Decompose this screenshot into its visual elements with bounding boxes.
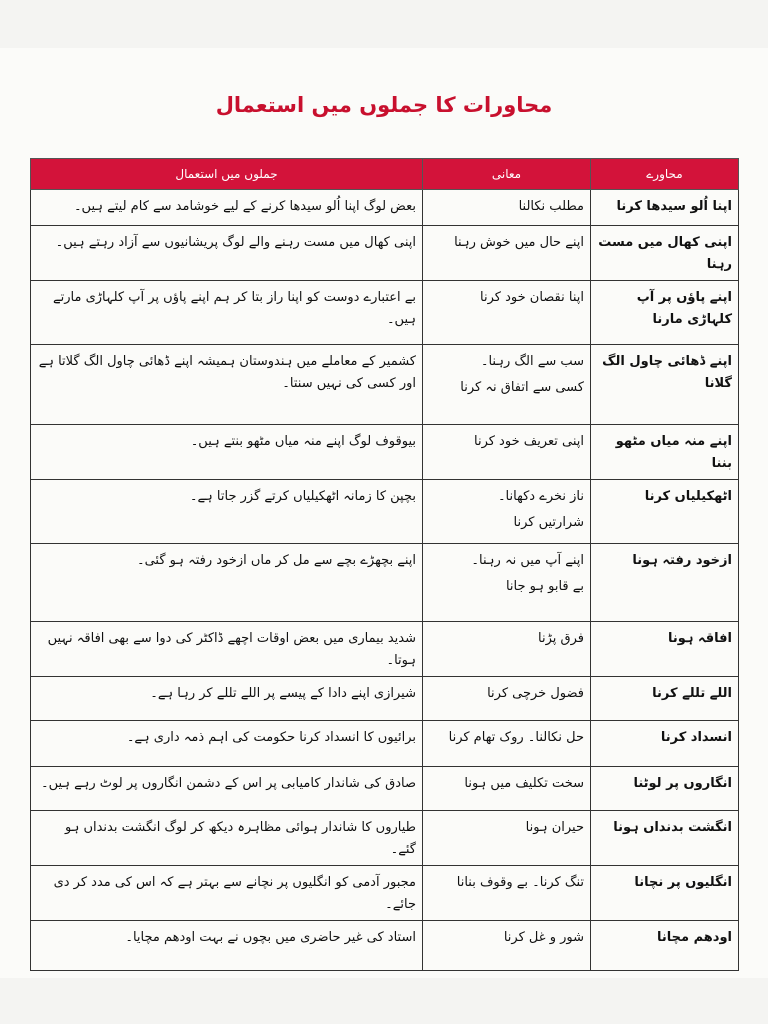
meaning-line: ناز نخرے دکھانا۔ bbox=[497, 489, 584, 504]
meaning-cell bbox=[423, 281, 591, 345]
usage-cell: بے اعتبارے دوست کو اپنا راز بتا کر ہم اپنے پاؤں پر آپ کلہاڑی مارتے ہیں۔ bbox=[31, 281, 423, 345]
meaning-line: بے قابو ہو جانا bbox=[505, 579, 584, 594]
table-row bbox=[31, 721, 739, 767]
usage-cell: استاد کی غیر حاضری میں بچوں نے بہت اودھم مچایا۔ bbox=[31, 921, 423, 971]
usage-cell: کشمیر کے معاملے میں ہندوستان ہمیشہ اپنے ڈھائی چاول الگ گلاتا ہے اور کسی کی نہیں سنتا۔ bbox=[31, 345, 423, 425]
idiom-cell: انگاروں پر لوٹنا bbox=[591, 767, 739, 811]
table-row bbox=[31, 677, 739, 721]
table-row bbox=[31, 811, 739, 866]
usage-cell: برائیوں کا انسداد کرنا حکومت کی اہم ذمہ داری ہے۔ bbox=[31, 721, 423, 767]
meaning-cell bbox=[423, 921, 591, 971]
meaning-line: اپنا نقصان خود کرنا bbox=[480, 290, 584, 305]
meaning-cell bbox=[423, 721, 591, 767]
table-row bbox=[31, 767, 739, 811]
meaning-cell bbox=[423, 622, 591, 677]
meaning-cell bbox=[423, 811, 591, 866]
table-row bbox=[31, 226, 739, 281]
page-title: محاورات کا جملوں میں استعمال bbox=[215, 93, 553, 117]
usage-cell: شدید بیماری میں بعض اوقات اچھے ڈاکٹر کی دوا سے بھی افاقہ نہیں ہوتا۔ bbox=[31, 622, 423, 677]
meaning-cell bbox=[423, 226, 591, 281]
meaning-line: حیران ہونا bbox=[525, 820, 584, 835]
usage-cell: اپنے بچھڑے بچے سے مل کر ماں ازخود رفتہ ہو گئی۔ bbox=[31, 544, 423, 622]
meaning-cell bbox=[423, 480, 591, 544]
meaning-line: سخت تکلیف میں ہونا bbox=[464, 776, 584, 791]
idiom-cell: اپنے منہ میاں مٹھو بننا bbox=[591, 425, 739, 480]
meaning-line: تنگ کرنا۔ بے وقوف بنانا bbox=[456, 875, 584, 890]
meaning-line: فضول خرچی کرنا bbox=[487, 686, 584, 701]
usage-cell: بیوقوف لوگ اپنے منہ میاں مٹھو بنتے ہیں۔ bbox=[31, 425, 423, 480]
idiom-cell: انگشت بدنداں ہونا bbox=[591, 811, 739, 866]
idiom-cell: ازخود رفتہ ہونا bbox=[591, 544, 739, 622]
meaning-line: حل نکالنا۔ روک تھام کرنا bbox=[448, 730, 584, 745]
usage-cell: شیرازی اپنے دادا کے پیسے پر اللے تللے کر رہا ہے۔ bbox=[31, 677, 423, 721]
table-row bbox=[31, 921, 739, 971]
usage-cell: بعض لوگ اپنا اُلو سیدھا کرنے کے لیے خوشامد سے کام لیتے ہیں۔ bbox=[31, 190, 423, 226]
meaning-line: اپنی تعریف خود کرنا bbox=[473, 434, 584, 449]
usage-cell: طیاروں کا شاندار ہوائی مظاہرہ دیکھ کر لوگ انگشت بدنداں ہو گئے۔ bbox=[31, 811, 423, 866]
header-idiom: محاورے bbox=[591, 159, 739, 190]
table-row bbox=[31, 281, 739, 345]
idiom-cell: اپنی کھال میں مست رہنا bbox=[591, 226, 739, 281]
meaning-cell bbox=[423, 345, 591, 425]
meaning-cell bbox=[423, 866, 591, 921]
meaning-cell bbox=[423, 190, 591, 226]
table-row bbox=[31, 345, 739, 425]
idiom-cell: اللے تللے کرنا bbox=[591, 677, 739, 721]
meaning-line: شرارتیں کرنا bbox=[513, 515, 584, 530]
meaning-line: کسی سے اتفاق نہ کرنا bbox=[460, 380, 584, 395]
table-row bbox=[31, 866, 739, 921]
meaning-cell bbox=[423, 425, 591, 480]
meaning-cell bbox=[423, 767, 591, 811]
idiom-cell: اپنے پاؤں پر آپ کلہاڑی مارنا bbox=[591, 281, 739, 345]
idiom-cell: اپنا اُلو سیدھا کرنا bbox=[591, 190, 739, 226]
table-row bbox=[31, 622, 739, 677]
table-body bbox=[31, 190, 739, 971]
meaning-cell bbox=[423, 544, 591, 622]
header-meaning: معانی bbox=[423, 159, 591, 190]
table-row bbox=[31, 425, 739, 480]
table-row bbox=[31, 544, 739, 622]
idiom-cell: اودھم مچانا bbox=[591, 921, 739, 971]
meaning-line: سب سے الگ رہنا۔ bbox=[480, 354, 584, 369]
idiom-cell: اٹھکیلیاں کرنا bbox=[591, 480, 739, 544]
table-row bbox=[31, 190, 739, 226]
usage-cell: اپنی کھال میں مست رہنے والے لوگ پریشانیوں سے آزاد رہتے ہیں۔ bbox=[31, 226, 423, 281]
meaning-line: شور و غل کرنا bbox=[503, 930, 584, 945]
table-row bbox=[31, 480, 739, 544]
document-page bbox=[0, 48, 768, 978]
table-header-row bbox=[31, 159, 739, 190]
idiom-cell: افاقہ ہونا bbox=[591, 622, 739, 677]
idioms-table bbox=[30, 158, 739, 971]
meaning-line: اپنے آپ میں نہ رہنا۔ bbox=[471, 553, 584, 568]
idiom-cell: انسداد کرنا bbox=[591, 721, 739, 767]
meaning-line: اپنے حال میں خوش رہنا bbox=[454, 235, 584, 250]
header-usage: جملوں میں استعمال bbox=[31, 159, 423, 190]
meaning-line: مطلب نکالنا bbox=[518, 199, 584, 214]
idiom-cell: اپنے ڈھائی چاول الگ گلانا bbox=[591, 345, 739, 425]
meaning-line: فرق پڑنا bbox=[538, 631, 584, 646]
usage-cell: صادق کی شاندار کامیابی پر اس کے دشمن انگاروں پر لوٹ رہے ہیں۔ bbox=[31, 767, 423, 811]
usage-cell: مجبور آدمی کو انگلیوں پر نچانے سے بہتر ہے کہ اس کی مدد کر دی جائے۔ bbox=[31, 866, 423, 921]
usage-cell: بچپن کا زمانہ اٹھکیلیاں کرتے گزر جاتا ہے۔ bbox=[31, 480, 423, 544]
idiom-cell: انگلیوں پر نچانا bbox=[591, 866, 739, 921]
meaning-cell bbox=[423, 677, 591, 721]
